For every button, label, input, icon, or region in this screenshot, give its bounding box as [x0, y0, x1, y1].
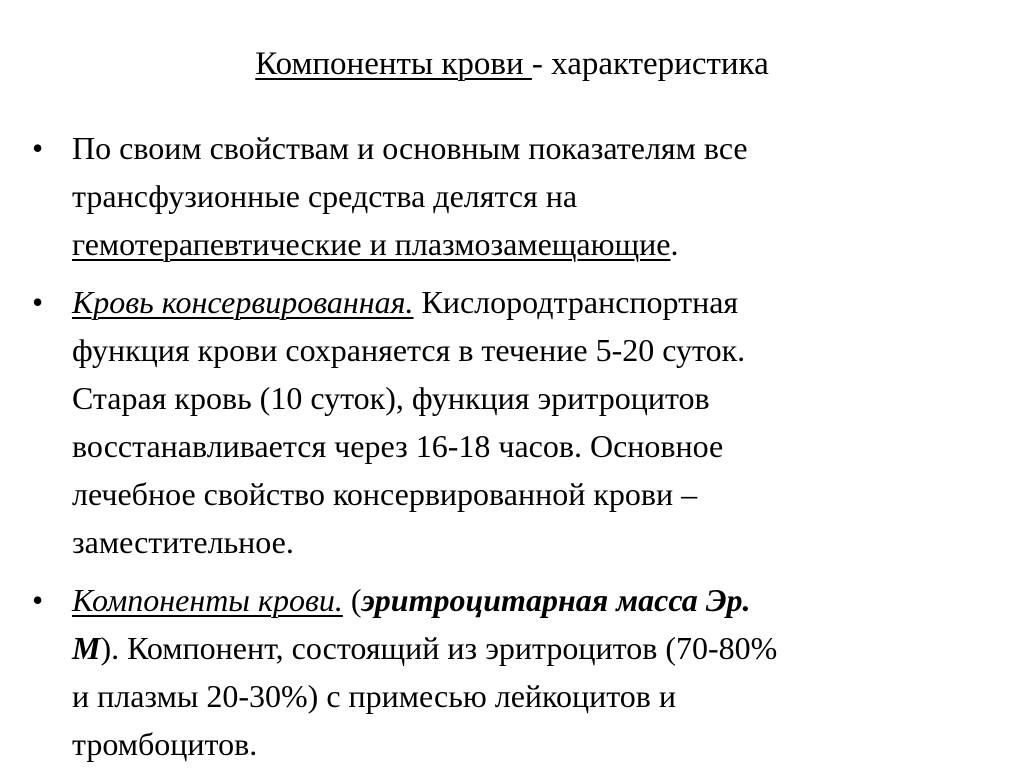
text-line: [72, 220, 990, 268]
bullet-icon: •: [32, 582, 44, 618]
bold-term: эритроцитарная масса Эр.: [361, 582, 751, 618]
text-line: [72, 624, 990, 672]
bullet-list: [30, 124, 990, 768]
text-line: восстанавливается через 16-18 часов. Основное: [72, 428, 724, 464]
item-lead-term: Компоненты крови.: [72, 582, 343, 618]
text-line: функция крови сохраняется в течение 5-20 суток.: [72, 332, 746, 368]
bullet-icon: •: [32, 284, 44, 320]
text-line: Старая кровь (10 суток), функция эритроцитов: [72, 380, 710, 416]
slide-title: [0, 44, 1024, 84]
text-line: По своим свойствам и основным показателям все: [72, 130, 748, 166]
title-rest: - характеристика: [531, 46, 769, 82]
text-line: трансфузионные средства делятся на: [72, 178, 578, 214]
text-line: и плазмы 20-30%) с примесью лейкоцитов и: [72, 678, 676, 714]
text-line: заместительное.: [72, 524, 294, 560]
item-lead-term: Кровь консервированная.: [72, 284, 414, 320]
text-line: лечебное свойство консервированной крови –: [72, 476, 698, 512]
text-line: [72, 278, 990, 326]
text-line: [72, 576, 990, 624]
list-item-transfusion-means: [30, 124, 990, 268]
list-item-blood-components: [30, 576, 990, 768]
list-item-preserved-blood: [30, 278, 990, 566]
title-underlined-part: Компоненты крови: [255, 46, 532, 82]
open-paren: (: [342, 582, 362, 618]
line-tail: Кислородтранспортная: [413, 284, 739, 320]
line-tail: .: [670, 226, 679, 262]
text-line: тромбоцитов.: [72, 726, 258, 762]
line-tail: ). Компонент, состоящий из эритроцитов (70-80%: [100, 630, 778, 666]
bold-term-end: М: [72, 630, 101, 666]
bullet-icon: •: [32, 130, 44, 166]
underlined-term: гемотерапевтические и плазмозамещающие: [72, 226, 671, 262]
